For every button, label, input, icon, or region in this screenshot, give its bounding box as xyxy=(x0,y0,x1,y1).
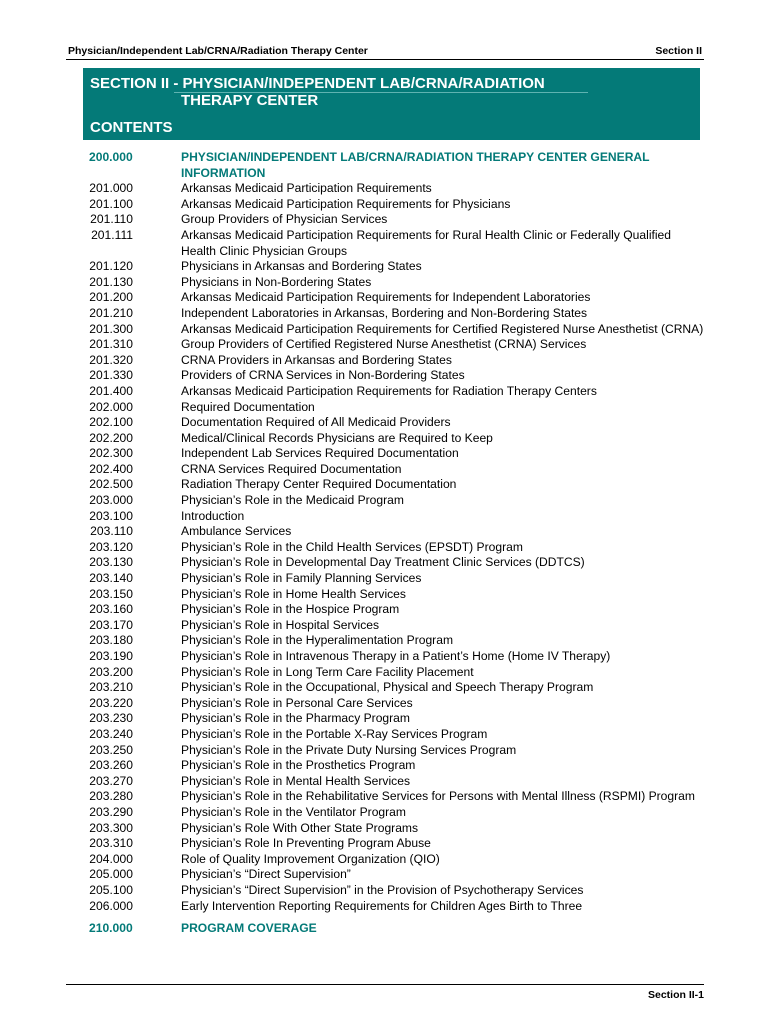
toc-number: 201.320 xyxy=(89,352,133,367)
toc-number: 203.260 xyxy=(89,758,133,773)
toc-title: Arkansas Medicaid Participation Requirements for Physicians xyxy=(181,196,511,211)
toc-entry xyxy=(66,493,706,509)
toc-entry xyxy=(66,540,706,556)
toc-title: Physician’s Role in Family Planning Services xyxy=(181,571,422,586)
toc-entry xyxy=(66,789,706,805)
toc-title: CRNA Services Required Documentation xyxy=(181,461,402,476)
toc-number: 201.310 xyxy=(89,337,133,352)
toc-entry xyxy=(66,290,706,306)
toc-number: 203.300 xyxy=(89,820,133,835)
toc-entry xyxy=(66,633,706,649)
header-section: Section II xyxy=(655,45,702,57)
toc-title: PHYSICIAN/INDEPENDENT LAB/CRNA/RADIATION THERAPY CENTER GENERAL INFORMATION xyxy=(181,150,650,180)
toc-number: 203.150 xyxy=(89,586,133,601)
toc-title: Independent Laboratories in Arkansas, Bordering and Non-Bordering States xyxy=(181,305,588,320)
toc-entry xyxy=(66,555,706,571)
toc-entry xyxy=(66,696,706,712)
toc-title: Physician’s Role in the Private Duty Nursing Services Program xyxy=(181,742,517,757)
toc-major-entry xyxy=(66,921,706,937)
toc-number: 201.300 xyxy=(89,321,133,336)
toc-entry xyxy=(66,758,706,774)
toc-title: Independent Lab Services Required Documentation xyxy=(181,446,459,461)
toc-number: 203.130 xyxy=(89,555,133,570)
toc-number: 203.280 xyxy=(89,789,133,804)
toc-title: Physician’s Role in the Occupational, Physical and Speech Therapy Program xyxy=(181,680,594,695)
toc-entry xyxy=(66,571,706,587)
toc-entry xyxy=(66,774,706,790)
toc-title: Arkansas Medicaid Participation Requirements for Rural Health Clinic or Federally Qualified Health Clinic Physician Groups xyxy=(181,227,672,258)
toc-number: 203.230 xyxy=(89,711,133,726)
toc-entry xyxy=(66,899,706,915)
toc-entry xyxy=(66,711,706,727)
toc-title: Introduction xyxy=(181,508,245,523)
toc-entry xyxy=(66,259,706,275)
toc-number: 201.100 xyxy=(89,196,133,211)
running-header xyxy=(66,44,704,60)
toc-entry xyxy=(66,836,706,852)
section-title-line1: SECTION II - PHYSICIAN/INDEPENDENT LAB/CRNA/RADIATION xyxy=(90,75,545,92)
toc-title: Physician’s “Direct Supervision” xyxy=(181,867,351,882)
toc-title: Physician’s “Direct Supervision” in the Provision of Psychotherapy Services xyxy=(181,882,584,897)
toc-number: 203.240 xyxy=(89,726,133,741)
toc-number: 202.400 xyxy=(89,461,133,476)
toc-title: Physician’s Role in the Pharmacy Program xyxy=(181,711,410,726)
toc-entry xyxy=(66,322,706,338)
toc-number: 203.140 xyxy=(89,571,133,586)
toc-number: 203.210 xyxy=(89,680,133,695)
section-title xyxy=(90,75,610,109)
toc-title: Arkansas Medicaid Participation Requirements for Certified Registered Nurse Anesthetist (CRNA) xyxy=(181,321,704,336)
toc-title: Physician’s Role in Developmental Day Treatment Clinic Services (DDTCS) xyxy=(181,555,585,570)
toc-number: 203.270 xyxy=(89,773,133,788)
toc-entry xyxy=(66,306,706,322)
toc-title: Physician’s Role in the Portable X-Ray Services Program xyxy=(181,726,488,741)
toc-title: Physician’s Role in the Hospice Program xyxy=(181,602,400,617)
toc-entry xyxy=(66,446,706,462)
toc-entry xyxy=(66,415,706,431)
toc-entry xyxy=(66,852,706,868)
toc-entry xyxy=(66,821,706,837)
toc-number: 203.120 xyxy=(89,539,133,554)
toc-number: 210.000 xyxy=(89,921,133,936)
toc-number: 201.200 xyxy=(89,290,133,305)
toc-entry xyxy=(66,743,706,759)
toc-title: Documentation Required of All Medicaid Providers xyxy=(181,415,451,430)
toc-number: 201.130 xyxy=(89,274,133,289)
toc-title: Physician’s Role in Mental Health Services xyxy=(181,773,410,788)
toc-number: 205.000 xyxy=(89,867,133,882)
toc-title: Providers of CRNA Services in Non-Bordering States xyxy=(181,368,465,383)
toc-entry xyxy=(66,680,706,696)
toc-entry xyxy=(66,602,706,618)
toc-entry xyxy=(66,197,706,213)
toc-title: Radiation Therapy Center Required Documentation xyxy=(181,477,457,492)
toc-number: 201.330 xyxy=(89,368,133,383)
toc-entry xyxy=(66,883,706,899)
toc-number: 203.310 xyxy=(89,836,133,851)
toc-number: 203.290 xyxy=(89,804,133,819)
toc-number: 202.300 xyxy=(89,446,133,461)
toc-entry xyxy=(66,384,706,400)
toc-number: 201.400 xyxy=(89,383,133,398)
toc-number: 203.100 xyxy=(89,508,133,523)
toc-title: Physician’s Role in the Ventilator Program xyxy=(181,804,406,819)
toc-number: 205.100 xyxy=(89,882,133,897)
toc-entry xyxy=(66,477,706,493)
toc-entry xyxy=(66,805,706,821)
toc-number: 202.500 xyxy=(89,477,133,492)
toc-entry xyxy=(66,275,706,291)
section-title-line2: THERAPY CENTER xyxy=(181,92,319,109)
toc-title: Physician’s Role in Intravenous Therapy in a Patient’s Home (Home IV Therapy) xyxy=(181,649,611,663)
toc-title: Physicians in Arkansas and Bordering States xyxy=(181,259,422,274)
toc-entry xyxy=(66,665,706,681)
toc-entry xyxy=(66,509,706,525)
toc-number: 202.000 xyxy=(89,399,133,414)
toc-entry xyxy=(66,727,706,743)
footer-divider xyxy=(66,984,704,985)
toc-title: Early Intervention Reporting Requirements for Children Ages Birth to Three xyxy=(181,898,583,913)
toc-title: CRNA Providers in Arkansas and Bordering States xyxy=(181,352,452,367)
toc-title: Physician’s Role With Other State Programs xyxy=(181,820,419,835)
toc-entry xyxy=(66,867,706,883)
toc-entry xyxy=(66,228,706,259)
toc-title: Physician’s Role in the Medicaid Program xyxy=(181,493,404,508)
toc-entry xyxy=(66,431,706,447)
toc-number: 203.200 xyxy=(89,664,133,679)
toc-entry xyxy=(66,368,706,384)
toc-entry xyxy=(66,587,706,603)
toc-title: Group Providers of Certified Registered Nurse Anesthetist (CRNA) Services xyxy=(181,337,587,352)
toc-entry xyxy=(66,181,706,197)
toc-entry xyxy=(66,618,706,634)
toc-entry xyxy=(66,212,706,228)
header-title: Physician/Independent Lab/CRNA/Radiation Therapy Center xyxy=(68,45,368,57)
toc-number: 201.210 xyxy=(89,305,133,320)
toc-number: 206.000 xyxy=(89,898,133,913)
toc-entry xyxy=(66,400,706,416)
toc-title: Physician’s Role In Preventing Program Abuse xyxy=(181,836,431,851)
toc-number: 203.110 xyxy=(90,524,133,539)
toc-number: 203.170 xyxy=(89,617,133,632)
toc-number: 201.111 xyxy=(91,227,133,242)
section-banner xyxy=(83,68,700,140)
toc-number: 200.000 xyxy=(89,150,133,164)
page-number: Section II-1 xyxy=(647,989,704,1001)
toc-title: Required Documentation xyxy=(181,399,315,414)
toc-title: Physician’s Role in the Hyperalimentation Program xyxy=(181,633,454,648)
toc-title: Physician’s Role in the Prosthetics Program xyxy=(181,758,416,773)
toc-title: Arkansas Medicaid Participation Requirements xyxy=(181,181,432,196)
toc-title: Physician’s Role in Hospital Services xyxy=(181,617,380,632)
toc-title: Group Providers of Physician Services xyxy=(181,212,388,227)
toc-number: 202.200 xyxy=(89,430,133,445)
toc-number: 201.120 xyxy=(89,259,133,274)
table-of-contents xyxy=(66,150,706,937)
toc-number: 203.220 xyxy=(89,695,133,710)
toc-number: 201.110 xyxy=(90,212,133,227)
toc-entry xyxy=(66,337,706,353)
toc-title: Physician’s Role in Home Health Services xyxy=(181,586,406,601)
toc-title: Medical/Clinical Records Physicians are Required to Keep xyxy=(181,430,493,445)
toc-major-entry xyxy=(66,150,706,181)
toc-number: 203.180 xyxy=(89,633,133,648)
toc-entry xyxy=(66,649,706,665)
toc-number: 203.190 xyxy=(89,649,133,663)
toc-title: Ambulance Services xyxy=(181,524,292,539)
toc-number: 202.100 xyxy=(89,415,133,430)
toc-title: Physician’s Role in the Child Health Services (EPSDT) Program xyxy=(181,539,523,554)
toc-title: Physicians in Non-Bordering States xyxy=(181,274,372,289)
contents-heading: CONTENTS xyxy=(90,119,173,136)
toc-number: 203.160 xyxy=(89,602,133,617)
toc-entry xyxy=(66,524,706,540)
toc-entry xyxy=(66,353,706,369)
toc-number: 201.000 xyxy=(89,181,133,196)
toc-title: Physician’s Role in the Rehabilitative Services for Persons with Mental Illness (RSPMI) Program xyxy=(181,789,695,804)
toc-number: 203.000 xyxy=(89,493,133,508)
toc-title: Physician’s Role in Long Term Care Facility Placement xyxy=(181,664,474,679)
toc-title: Arkansas Medicaid Participation Requirements for Independent Laboratories xyxy=(181,290,591,305)
toc-number: 204.000 xyxy=(89,851,133,866)
toc-entry xyxy=(66,462,706,478)
toc-title: PROGRAM COVERAGE xyxy=(181,921,317,936)
toc-number: 203.250 xyxy=(89,742,133,757)
toc-title: Physician’s Role in Personal Care Services xyxy=(181,695,413,710)
toc-title: Role of Quality Improvement Organization (QIO) xyxy=(181,851,440,866)
toc-title: Arkansas Medicaid Participation Requirements for Radiation Therapy Centers xyxy=(181,383,597,398)
